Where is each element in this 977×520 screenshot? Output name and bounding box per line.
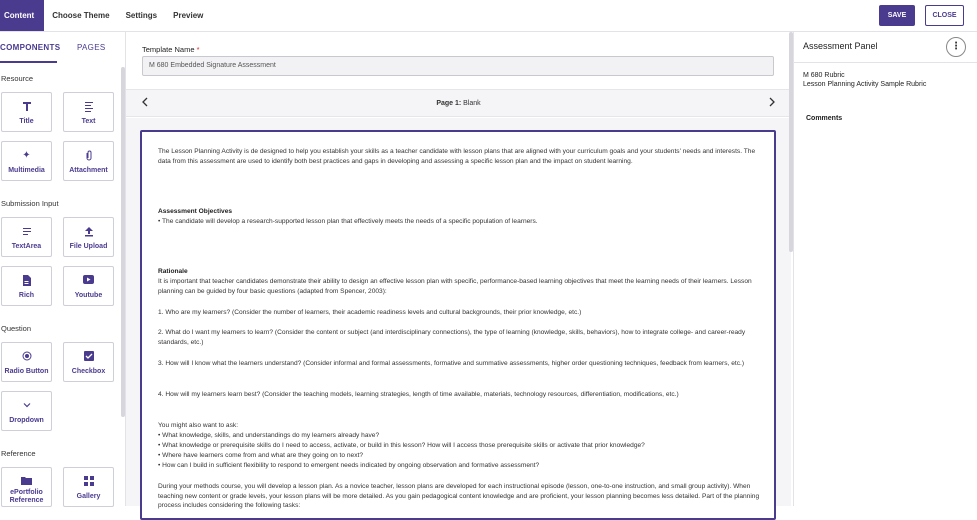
editor-area [126,32,791,510]
folder-icon [2,476,51,487]
doc-question-3: 3. How will I know what the learners understand? (Consider informal and formal assessments, formative and summative assessments, higher order questioning techniques, feedback from learners, etc.) [158,360,745,367]
page-name: Blank [463,100,481,107]
page-title [126,100,791,107]
template-name-label [142,45,200,54]
component-title-card[interactable] [1,92,52,132]
tab-pages[interactable]: PAGES [77,43,106,52]
chevron-down-icon [2,400,51,411]
sparkle-icon: ✦ [22,150,31,161]
component-file-upload-card[interactable] [63,217,114,257]
template-name-input[interactable]: M 680 Embedded Signature Assessment [142,56,774,76]
tab-components[interactable]: COMPONENTS [0,43,61,52]
text-lines-icon [64,101,113,112]
component-youtube-card[interactable] [63,266,114,306]
doc-also-intro: You might also want to ask: [158,422,239,429]
tab-preview[interactable]: Preview [173,11,204,20]
doc-rationale-heading: Rationale [158,268,188,275]
component-label: Checkbox [71,368,106,375]
component-label: Text [81,118,96,125]
more-options-icon[interactable]: ⋮ [946,37,966,57]
doc-intro: The Lesson Planning Activity is de designed to help you establish your skills as a teacher candidate with lesson plans that are aligned with your curriculum goals and your students' needs and interests. The data from this assessment are used to identify both best practices and gaps in developing and assessing a specific lesson plan and the impact on student learning. [158,148,756,165]
tab-settings[interactable]: Settings [125,11,158,20]
component-textarea-card[interactable] [1,217,52,257]
assessment-panel [793,32,977,506]
component-rich-card[interactable] [1,266,52,306]
checkbox-icon [64,351,113,362]
radio-icon [2,351,51,362]
doc-also-4: • How can I build in sufficient flexibility to respond to emergent needs indicated by ongoing observation and formative assessment? [158,462,540,469]
paperclip-icon [64,150,113,161]
comments-label: Comments [806,115,843,122]
rubric-subtitle: Lesson Planning Activity Sample Rubric [803,81,927,88]
rich-document-icon [2,275,51,286]
component-label: Attachment [69,167,108,174]
component-dropdown-card[interactable] [1,391,52,431]
assessment-panel-title: Assessment Panel [803,41,878,51]
doc-question-2: 2. What do I want my learners to learn? (Consider the content or subject (and interdisciplinary connections), the type of learning (knowledge, skills, behaviors), how to integrate college- and career-ready standards, etc.) [158,329,746,346]
doc-also-2: • What knowledge or prerequisite skills do I need to access, activate, or build in this lesson? How will I access those prerequisite skills or activate that prior knowledge? [158,442,645,449]
save-button[interactable]: SAVE [879,5,915,26]
youtube-icon [64,275,113,286]
rubric-info [803,71,926,89]
doc-objectives-heading: Assessment Objectives [158,208,233,215]
divider [794,62,977,63]
component-label: Dropdown [9,417,44,424]
doc-rationale-text: It is important that teacher candidates demonstrate their ability to design an effective lesson plan with specific, performance-based learning objectives that meet the learning needs of their learners. Lesson planning can be guided by four basic questions (adapted from Spencer, 2003): [158,278,752,295]
upload-icon [64,226,113,237]
component-label: Title [19,118,34,125]
component-text-card[interactable] [63,92,114,132]
doc-also-3: • Where have learners come from and what are they going on to next? [158,452,363,459]
page-number: Page 1: [436,100,462,107]
section-question: Question [1,324,32,333]
active-tab-indicator [0,61,57,63]
textarea-icon [2,226,51,237]
rubric-name: M 680 Rubric [803,72,845,79]
component-label: Radio Button [4,368,49,375]
tab-content[interactable]: Content [0,0,44,31]
page-navigator [126,89,791,117]
component-label: Rich [18,292,35,299]
component-gallery-card[interactable] [63,467,114,507]
top-nav [0,0,211,31]
panel-scrollbar[interactable] [121,67,125,417]
components-panel [0,32,126,506]
next-page-icon[interactable] [768,97,776,110]
text-component-block[interactable] [140,130,776,520]
component-label: File Upload [69,243,108,250]
doc-question-1: 1. Who are my learners? (Consider the number of learners, their academic readiness levels and cultural backgrounds, their prior knowledge, etc.) [158,309,582,316]
doc-also-1: • What knowledge, skills, and understandings do my learners already have? [158,432,380,439]
doc-question-4: 4. How will my learners learn best? (Consider the teaching models, learning strategies, length of time available, materials, technology resources, differentiation, modifications, etc.) [158,391,679,398]
top-bar [0,0,977,32]
doc-objectives-item: • The candidate will develop a research-supported lesson plan that effectively meets the needs of a specific population of learners. [158,218,538,225]
panel-tabs [0,32,126,64]
component-eportfolio-card[interactable] [1,467,52,507]
close-button[interactable]: CLOSE [925,5,964,26]
component-label: TextArea [11,243,42,250]
component-radio-button-card[interactable] [1,342,52,382]
component-checkbox-card[interactable] [63,342,114,382]
template-name-label-text: Template Name [142,45,195,54]
section-reference: Reference [1,449,36,458]
component-multimedia-card[interactable] [1,141,52,181]
component-label: Youtube [74,292,103,299]
component-label: Multimedia [8,167,45,174]
component-label: ePortfolio Reference [9,489,44,504]
component-attachment-card[interactable] [63,141,114,181]
section-resource: Resource [1,74,34,83]
required-mark: * [196,45,200,54]
section-submission-input: Submission Input [1,199,59,208]
tab-choose-theme[interactable]: Choose Theme [52,11,110,20]
title-icon [2,101,51,112]
doc-closing: During your methods course, you will develop a lesson plan. As a novice teacher, lesson plans are developed for each instructional episode (lesson, one-to-one instruction, and small group activity). When teaching new content or grade levels, your lesson plans will be more detailed. As you gain pedagogical content knowledge and are proficient, your lesson planning becomes less detailed. Part of the planning process includes considering the following tasks: [158,483,760,510]
grid-icon [64,476,113,487]
component-label: Gallery [76,493,101,500]
